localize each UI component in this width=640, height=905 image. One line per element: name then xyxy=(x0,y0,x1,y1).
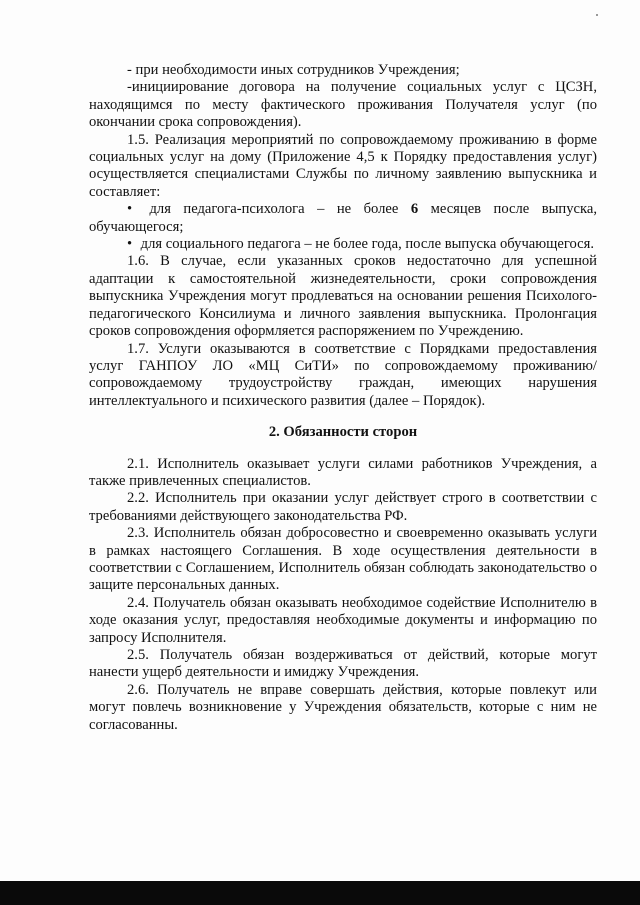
paragraph-2-5: 2.5. Получатель обязан воздерживаться от действий, которые могут нанести ущерб деятельности и имиджу Учреждения. xyxy=(89,647,597,681)
section-heading-obligations: 2. Обязанности сторон xyxy=(268,424,418,441)
bullet-item-psychologist xyxy=(89,201,597,236)
paragraph-other-staff: - при необходимости иных сотрудников Учреждения; xyxy=(127,62,460,78)
bullet-item-social-pedagogue xyxy=(89,236,597,253)
document-body xyxy=(89,62,597,734)
paragraph-2-6: 2.6. Получатель не вправе совершать действия, которые повлекут или могут повлечь возникновение у Учреждения обязательств, которые с ним не согласованны. xyxy=(89,681,597,733)
paragraph-1-6: 1.6. В случае, если указанных сроков недостаточно для успешной адаптации к самостоятельной жизнедеятельности, сроки сопровождения выпускника Учреждения могут продлеваться на основании решения Психолого-педагогического Консилиума и личного заявления выпускника. Пролонгация сроков сопровождения оформляется распоряжением по Учреждению. xyxy=(89,253,597,340)
bullet-text-psychologist-months: 6 xyxy=(410,201,419,218)
bullet-text-psychologist-after: месяцев после выпуска, обучающегося; xyxy=(89,201,598,235)
bullet-icon: • xyxy=(127,236,133,253)
paragraph-2-4: 2.4. Получатель обязан оказывать необходимое содействие Исполнителю в ходе оказания услуг, предоставляя необходимые документы и информацию по запросу Исполнителя. xyxy=(89,594,597,646)
paragraph-1-7: 1.7. Услуги оказываются в соответствие с Порядками предоставления услуг ГАНПОУ ЛО «МЦ СиТИ» по сопровождаемому проживанию/сопровождаемому трудоустройству граждан, имеющих нарушения интеллектуального и психического развития (далее – Порядок). xyxy=(89,340,597,409)
bullet-icon: • xyxy=(127,201,133,218)
paragraph-2-2: 2.2. Исполнитель при оказании услуг действует строго в соответствии с требованиями действующего законодательства РФ. xyxy=(89,490,597,524)
paragraph-1-5: 1.5. Реализация мероприятий по сопровождаемому проживанию в форме социальных услуг на дому (Приложение 4,5 к Порядку предоставления услуг) осуществляется специалистами Службы по личному заявлению выпускника и составляет: xyxy=(89,131,597,200)
paragraph-2-1: 2.1. Исполнитель оказывает услуги силами работников Учреждения, а также привлеченных специалистов. xyxy=(89,455,597,489)
paragraph-2-3: 2.3. Исполнитель обязан добросовестно и своевременно оказывать услуги в рамках настоящего Соглашения. В ходе осуществления деятельности в соответствии с Соглашением, Исполнитель обязан соблюдать законодательство о защите персональных данных. xyxy=(89,525,597,594)
bullet-text-social-pedagogue: для социального педагога – не более года, после выпуска обучающегося. xyxy=(140,236,595,253)
scan-speck xyxy=(596,14,598,16)
paragraph-contract-initiation: -инициирование договора на получение социальных услуг с ЦСЗН, находящимся по месту фактического проживания Получателя услуг (по окончании срока сопровождения). xyxy=(89,79,597,131)
bullet-text-psychologist-before: для педагога-психолога – не более xyxy=(149,201,411,218)
scan-bottom-border xyxy=(0,881,640,905)
